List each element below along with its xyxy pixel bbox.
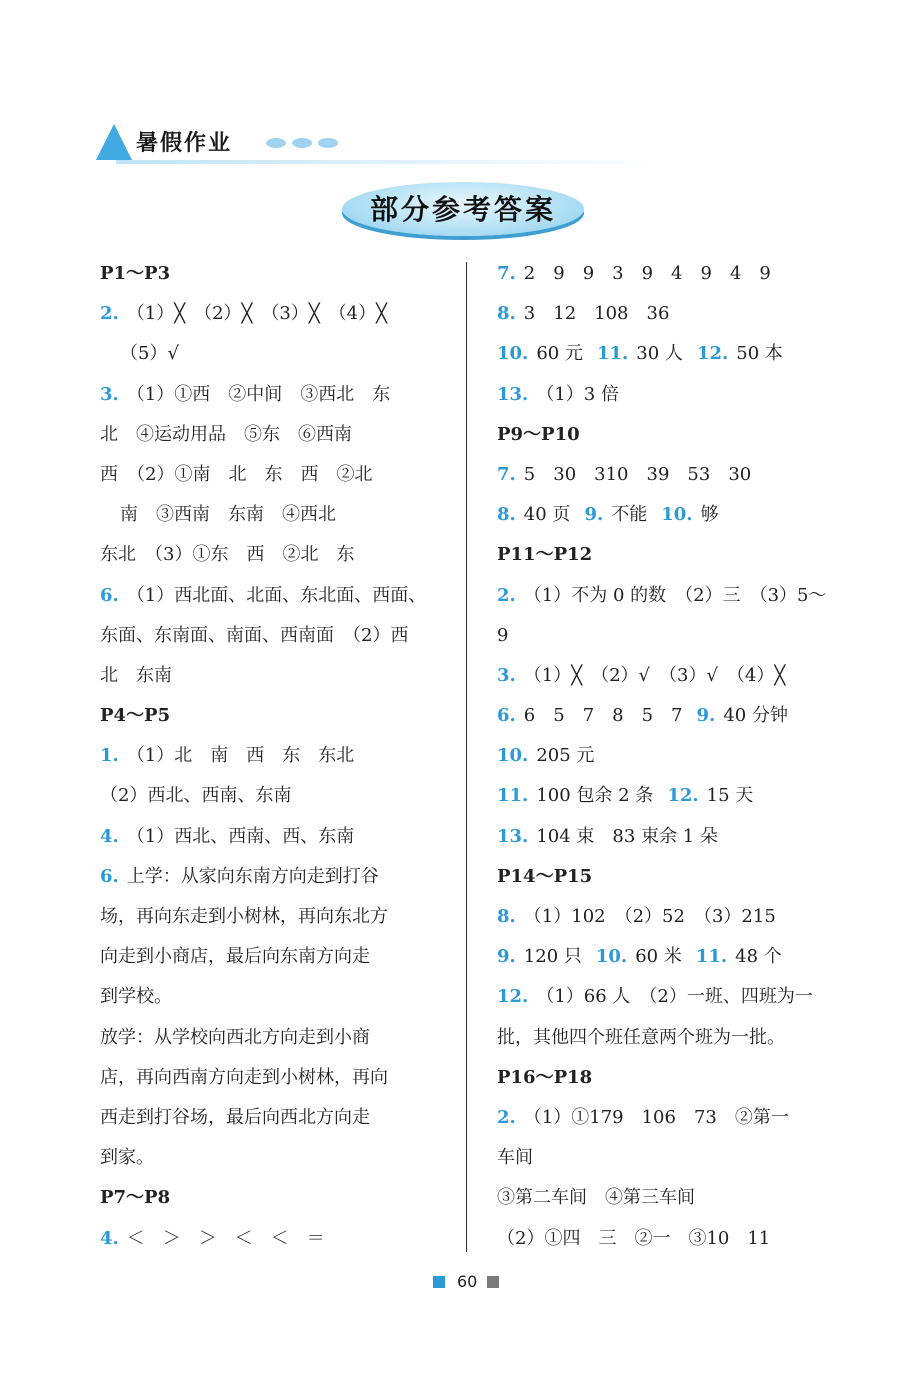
header-banner bbox=[96, 112, 666, 172]
answer-line bbox=[497, 981, 842, 1021]
question-number: 9. bbox=[584, 504, 604, 526]
question-number: 10. bbox=[497, 343, 529, 365]
page-number-text: 60 bbox=[457, 1272, 478, 1291]
answer-line bbox=[100, 901, 445, 941]
answer-line bbox=[497, 338, 842, 378]
answer-text: 120 只 bbox=[523, 946, 582, 968]
answer-text: 15 天 bbox=[706, 785, 754, 807]
answer-line bbox=[100, 1062, 445, 1102]
question-number: 12. bbox=[667, 785, 699, 807]
answer-text: （5）√ bbox=[120, 343, 179, 365]
answer-text: 到家。 bbox=[100, 1147, 154, 1169]
section-label: P7～P8 bbox=[100, 1187, 171, 1209]
section-label: P1～P3 bbox=[100, 263, 171, 284]
answer-text: 北 东南 bbox=[100, 664, 172, 686]
question-number: 11. bbox=[695, 946, 728, 968]
gray-square-icon bbox=[487, 1276, 499, 1288]
answer-text: （1）西北面、北面、东北面、西面、 bbox=[126, 584, 427, 606]
question-number: 6. bbox=[100, 584, 119, 606]
answer-text: 9 bbox=[497, 624, 509, 646]
answer-line bbox=[497, 1102, 842, 1142]
answer-line bbox=[100, 1102, 445, 1142]
answer-text: （1）╳ （2）╳ （3）╳ （4）╳ bbox=[126, 303, 387, 325]
answer-text: 205 元 bbox=[536, 745, 595, 767]
question-number: 2. bbox=[100, 303, 119, 325]
answer-line bbox=[100, 539, 445, 579]
question-number: 3. bbox=[100, 383, 119, 405]
answer-line bbox=[497, 1022, 842, 1062]
answer-text: （2）西北、西南、东南 bbox=[100, 785, 292, 807]
section-heading bbox=[497, 861, 842, 901]
section-heading bbox=[100, 258, 445, 298]
answer-text: 3 12 108 36 bbox=[523, 303, 670, 325]
answer-line bbox=[100, 1142, 445, 1182]
answer-line bbox=[100, 941, 445, 981]
question-number: 12. bbox=[696, 343, 729, 365]
answer-text: 上学：从家向东南方向走到打谷 bbox=[126, 865, 379, 887]
question-number: 6. bbox=[497, 705, 516, 727]
right-column bbox=[497, 258, 842, 1263]
answer-text: （2）①四 三 ②一 ③10 11 bbox=[497, 1227, 771, 1249]
question-number: 2. bbox=[497, 1106, 516, 1128]
question-number: 9. bbox=[497, 946, 516, 968]
page-number bbox=[433, 1272, 499, 1291]
section-label: P11～P12 bbox=[497, 544, 593, 566]
answer-text: 批，其他四个班任意两个班为一批。 bbox=[497, 1026, 785, 1048]
answer-text: 6 5 7 8 5 7 bbox=[523, 705, 683, 727]
section-label: P14～P15 bbox=[497, 865, 593, 887]
question-number: 4. bbox=[100, 825, 119, 847]
answer-line bbox=[497, 580, 842, 620]
answer-line bbox=[100, 1022, 445, 1062]
answer-text: （1）①179 106 73 ②第一 bbox=[523, 1106, 789, 1128]
question-number: 8. bbox=[497, 303, 516, 325]
section-label: P9～P10 bbox=[497, 423, 580, 445]
answer-text: （1）不为 0 的数 （2）三 （3）5～ bbox=[523, 584, 827, 606]
question-number: 3. bbox=[497, 664, 516, 686]
answer-text: 西走到打谷场，最后向西北方向走 bbox=[100, 1106, 370, 1128]
answer-line bbox=[497, 298, 842, 338]
section-heading bbox=[100, 1182, 445, 1222]
answer-line bbox=[497, 901, 842, 941]
question-number: 4. bbox=[100, 1227, 119, 1249]
answer-line bbox=[497, 941, 842, 981]
answer-line bbox=[100, 338, 445, 378]
question-number: 12. bbox=[497, 986, 529, 1008]
section-heading bbox=[100, 700, 445, 740]
answer-text: 场，再向东走到小树林，再向东北方 bbox=[100, 906, 388, 927]
question-number: 1. bbox=[100, 745, 119, 767]
answer-text: 东北 （3）①东 西 ②北 东 bbox=[100, 544, 355, 566]
page-title: 部分参考答案 bbox=[369, 193, 556, 226]
answer-line bbox=[100, 821, 445, 861]
logo-triangle-icon bbox=[96, 124, 132, 160]
answer-text: 东面、东南面、南面、西南面 （2）西 bbox=[100, 624, 409, 646]
answer-text: 2 9 9 3 9 4 9 4 9 bbox=[523, 263, 771, 284]
answer-text: （1）3 倍 bbox=[536, 383, 619, 405]
question-number: 8. bbox=[497, 906, 516, 927]
answer-text: 西 （2）①南 北 东 西 ②北 bbox=[100, 463, 373, 485]
header-rule bbox=[116, 160, 661, 164]
answer-line bbox=[100, 499, 445, 539]
answer-line bbox=[497, 700, 842, 740]
answer-text: ＜ ＞ ＞ ＜ ＜ ＝ bbox=[126, 1227, 325, 1249]
answer-line bbox=[497, 258, 842, 298]
answer-text: 40 分钟 bbox=[723, 705, 788, 727]
question-number: 9. bbox=[696, 705, 716, 727]
column-divider bbox=[466, 262, 467, 1252]
question-number: 6. bbox=[100, 865, 119, 887]
answer-line bbox=[497, 780, 842, 820]
answer-text: 放学：从学校向西北方向走到小商 bbox=[100, 1026, 370, 1048]
answer-line bbox=[100, 298, 445, 338]
question-number: 13. bbox=[497, 383, 529, 405]
title-badge bbox=[342, 182, 584, 236]
logo-text: 暑假作业 bbox=[136, 131, 233, 156]
question-number: 10. bbox=[661, 504, 693, 526]
answer-line bbox=[497, 1223, 842, 1263]
answer-line bbox=[100, 660, 445, 700]
question-number: 11. bbox=[497, 785, 529, 807]
answer-line bbox=[497, 660, 842, 700]
section-heading bbox=[497, 419, 842, 459]
answer-line bbox=[100, 780, 445, 820]
answer-text: 北 ④运动用品 ⑤东 ⑥西南 bbox=[100, 423, 352, 445]
question-number: 13. bbox=[497, 825, 529, 847]
answer-text: （1）西北、西南、西、东南 bbox=[126, 825, 355, 847]
question-number: 2. bbox=[497, 584, 516, 606]
answer-line bbox=[497, 620, 842, 660]
answer-text: 100 包余 2 条 bbox=[536, 785, 654, 807]
question-number: 11. bbox=[596, 343, 629, 365]
answer-line bbox=[497, 379, 842, 419]
answer-text: ③第二车间 ④第三车间 bbox=[497, 1187, 695, 1209]
answer-text: 向走到小商店，最后向东南方向走 bbox=[100, 946, 370, 968]
answer-line bbox=[497, 459, 842, 499]
answer-line bbox=[100, 580, 445, 620]
question-number: 7. bbox=[497, 263, 516, 284]
answer-text: 50 本 bbox=[736, 343, 783, 365]
answer-text: 48 个 bbox=[735, 946, 782, 968]
answer-line bbox=[497, 821, 842, 861]
answer-line bbox=[497, 1142, 842, 1182]
answer-line bbox=[497, 499, 842, 539]
answer-text: 104 束 83 束余 1 朵 bbox=[536, 825, 718, 847]
answer-text: （1）北 南 西 东 东北 bbox=[126, 745, 355, 767]
answer-line bbox=[100, 620, 445, 660]
answer-text: 到学校。 bbox=[100, 986, 172, 1008]
answer-text: （1）102 （2）52 （3）215 bbox=[523, 906, 776, 927]
answer-text: 60 元 bbox=[536, 343, 583, 365]
decorative-dots bbox=[266, 138, 338, 148]
answer-text: 车间 bbox=[497, 1147, 533, 1169]
question-number: 10. bbox=[595, 946, 628, 968]
question-number: 10. bbox=[497, 745, 529, 767]
answer-line bbox=[100, 459, 445, 499]
answer-text: （1）①西 ②中间 ③西北 东 bbox=[126, 383, 391, 405]
answer-text: 南 ③西南 东南 ④西北 bbox=[120, 504, 336, 526]
answer-line bbox=[100, 1223, 445, 1263]
left-column bbox=[100, 258, 445, 1263]
section-heading bbox=[497, 1062, 842, 1102]
question-number: 8. bbox=[497, 504, 516, 526]
answer-line bbox=[100, 379, 445, 419]
question-number: 7. bbox=[497, 463, 516, 485]
answer-text: 30 人 bbox=[636, 343, 683, 365]
answer-line bbox=[497, 740, 842, 780]
answer-text: 够 bbox=[700, 504, 719, 526]
blue-square-icon bbox=[433, 1276, 445, 1288]
section-label: P4～P5 bbox=[100, 705, 171, 727]
answer-line bbox=[100, 740, 445, 780]
answer-text: 40 页 bbox=[523, 504, 571, 526]
answer-text: 店，再向西南方向走到小树林，再向 bbox=[100, 1066, 388, 1088]
answer-text: 5 30 310 39 53 30 bbox=[523, 463, 752, 485]
answer-line bbox=[100, 419, 445, 459]
answer-text: （1）╳ （2）√ （3）√ （4）╳ bbox=[523, 664, 786, 686]
answer-text: 不能 bbox=[611, 504, 648, 526]
answer-text: （1）66 人 （2）一班、四班为一 bbox=[536, 986, 813, 1008]
answer-line bbox=[497, 1182, 842, 1222]
answer-line bbox=[100, 981, 445, 1021]
answer-line bbox=[100, 861, 445, 901]
answer-text: 60 米 bbox=[635, 946, 682, 968]
section-heading bbox=[497, 539, 842, 579]
section-label: P16～P18 bbox=[497, 1066, 593, 1088]
